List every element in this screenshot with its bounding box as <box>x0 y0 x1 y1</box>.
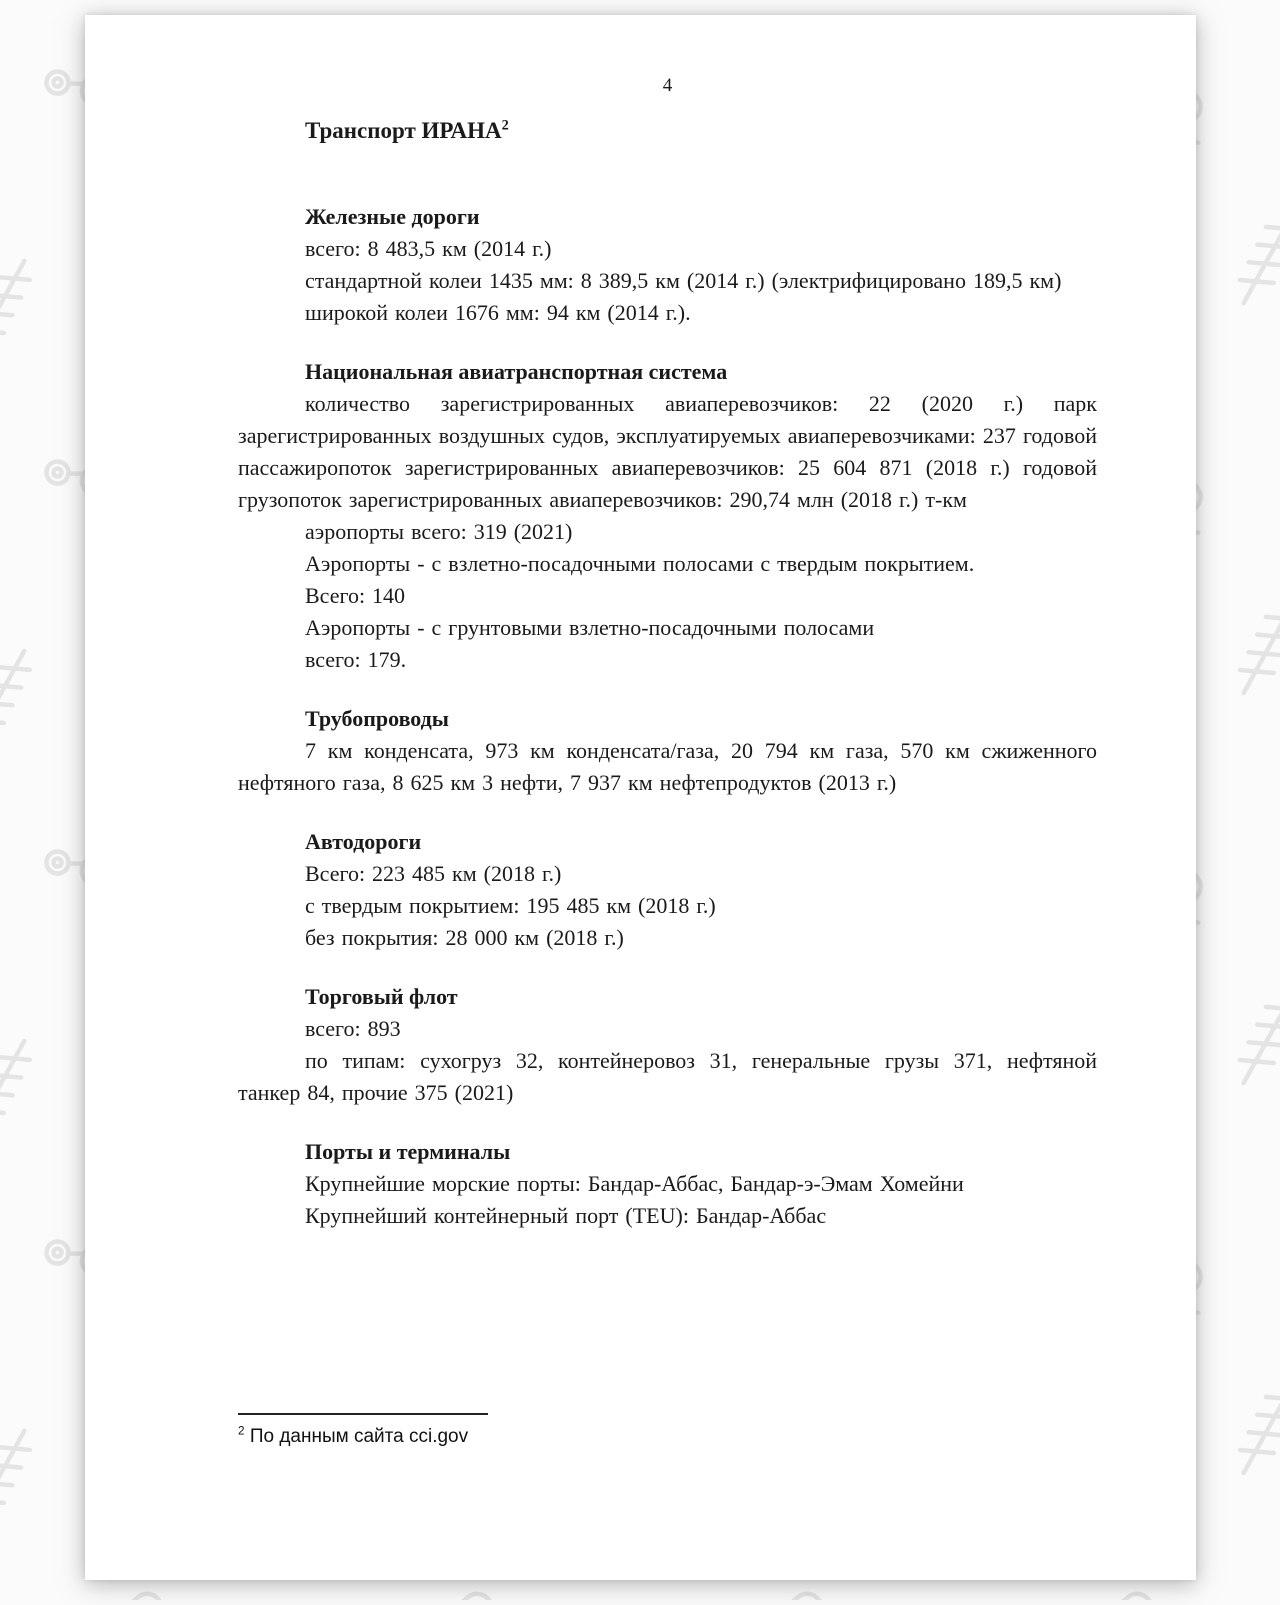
paragraph: всего: 8 483,5 км (2014 г.) <box>305 236 552 261</box>
page-number: 4 <box>662 75 673 96</box>
section-heading: Автодороги <box>305 829 422 854</box>
title-text: Транспорт ИРАНА <box>305 118 502 143</box>
section-heading: Национальная авиатранспортная система <box>305 359 728 384</box>
paragraph: с твердым покрытием: 195 485 км (2018 г.) <box>305 893 716 918</box>
section-merchant-fleet <box>238 981 1097 1109</box>
footnote-ref: 2 <box>238 1424 245 1438</box>
section-heading: Порты и терминалы <box>305 1139 511 1164</box>
document-page <box>85 15 1196 1580</box>
page-content <box>85 15 1196 1580</box>
paragraph: Всего: 223 485 км (2018 г.) <box>305 861 562 886</box>
paragraph: Крупнейшие морские порты: Бандар-Аббас, Бандар-э-Эмам Хомейни <box>305 1171 964 1196</box>
section-ports-terminals <box>238 1136 1097 1232</box>
title-footnote-ref: 2 <box>501 117 509 134</box>
paragraph: количество зарегистрированных авиаперевозчиков: 22 (2020 г.) парк зарегистрированных воздушных судов, эксплуатируемых авиаперевозчиками: 237 годовой пассажиропоток зарегистрированных авиаперевозчиков: 25 604 871 (2018 г.) годовой грузопоток зарегистрированных авиаперевозчиков: 290,74 млн (2018 г.) т-км <box>238 391 1097 512</box>
paragraph: Аэропорты - с грунтовыми взлетно-посадочными полосами <box>305 615 875 640</box>
footnote <box>238 1424 1097 1450</box>
paragraph: всего: 179. <box>305 647 407 672</box>
section-aviation <box>238 356 1097 676</box>
paragraph: всего: 893 <box>305 1016 401 1041</box>
section-railways <box>238 201 1097 329</box>
footnote-area <box>238 1413 1097 1450</box>
paragraph: стандартной колеи 1435 мм: 8 389,5 км (2014 г.) (электрифицировано 189,5 км) <box>305 268 1062 293</box>
paragraph: 7 км конденсата, 973 км конденсата/газа, 20 794 км газа, 570 км сжиженного нефтяного газа, 8 625 км 3 нефти, 7 937 км нефтепродуктов (2013 г.) <box>238 738 1097 795</box>
paragraph: Аэропорты - с взлетно-посадочными полосами с твердым покрытием. <box>305 551 975 576</box>
paragraph: Крупнейший контейнерный порт (TEU): Бандар-Аббас <box>305 1203 827 1228</box>
paragraph: Всего: 140 <box>305 583 406 608</box>
paragraph: без покрытия: 28 000 км (2018 г.) <box>305 925 624 950</box>
paragraph: широкой колеи 1676 мм: 94 км (2014 г.). <box>305 300 691 325</box>
footnote-separator <box>238 1413 488 1415</box>
paragraph: аэропорты всего: 319 (2021) <box>305 519 573 544</box>
section-roads <box>238 826 1097 954</box>
section-heading: Торговый флот <box>305 984 458 1009</box>
paragraph: по типам: сухогруз 32, контейнеровоз 31, генеральные грузы 371, нефтяной танкер 84, прочие 375 (2021) <box>238 1048 1097 1105</box>
section-heading: Трубопроводы <box>305 706 449 731</box>
section-pipelines <box>238 703 1097 799</box>
document-title <box>238 115 1097 147</box>
footnote-text: По данным сайта cci.gov <box>249 1426 469 1447</box>
section-heading: Железные дороги <box>305 204 480 229</box>
